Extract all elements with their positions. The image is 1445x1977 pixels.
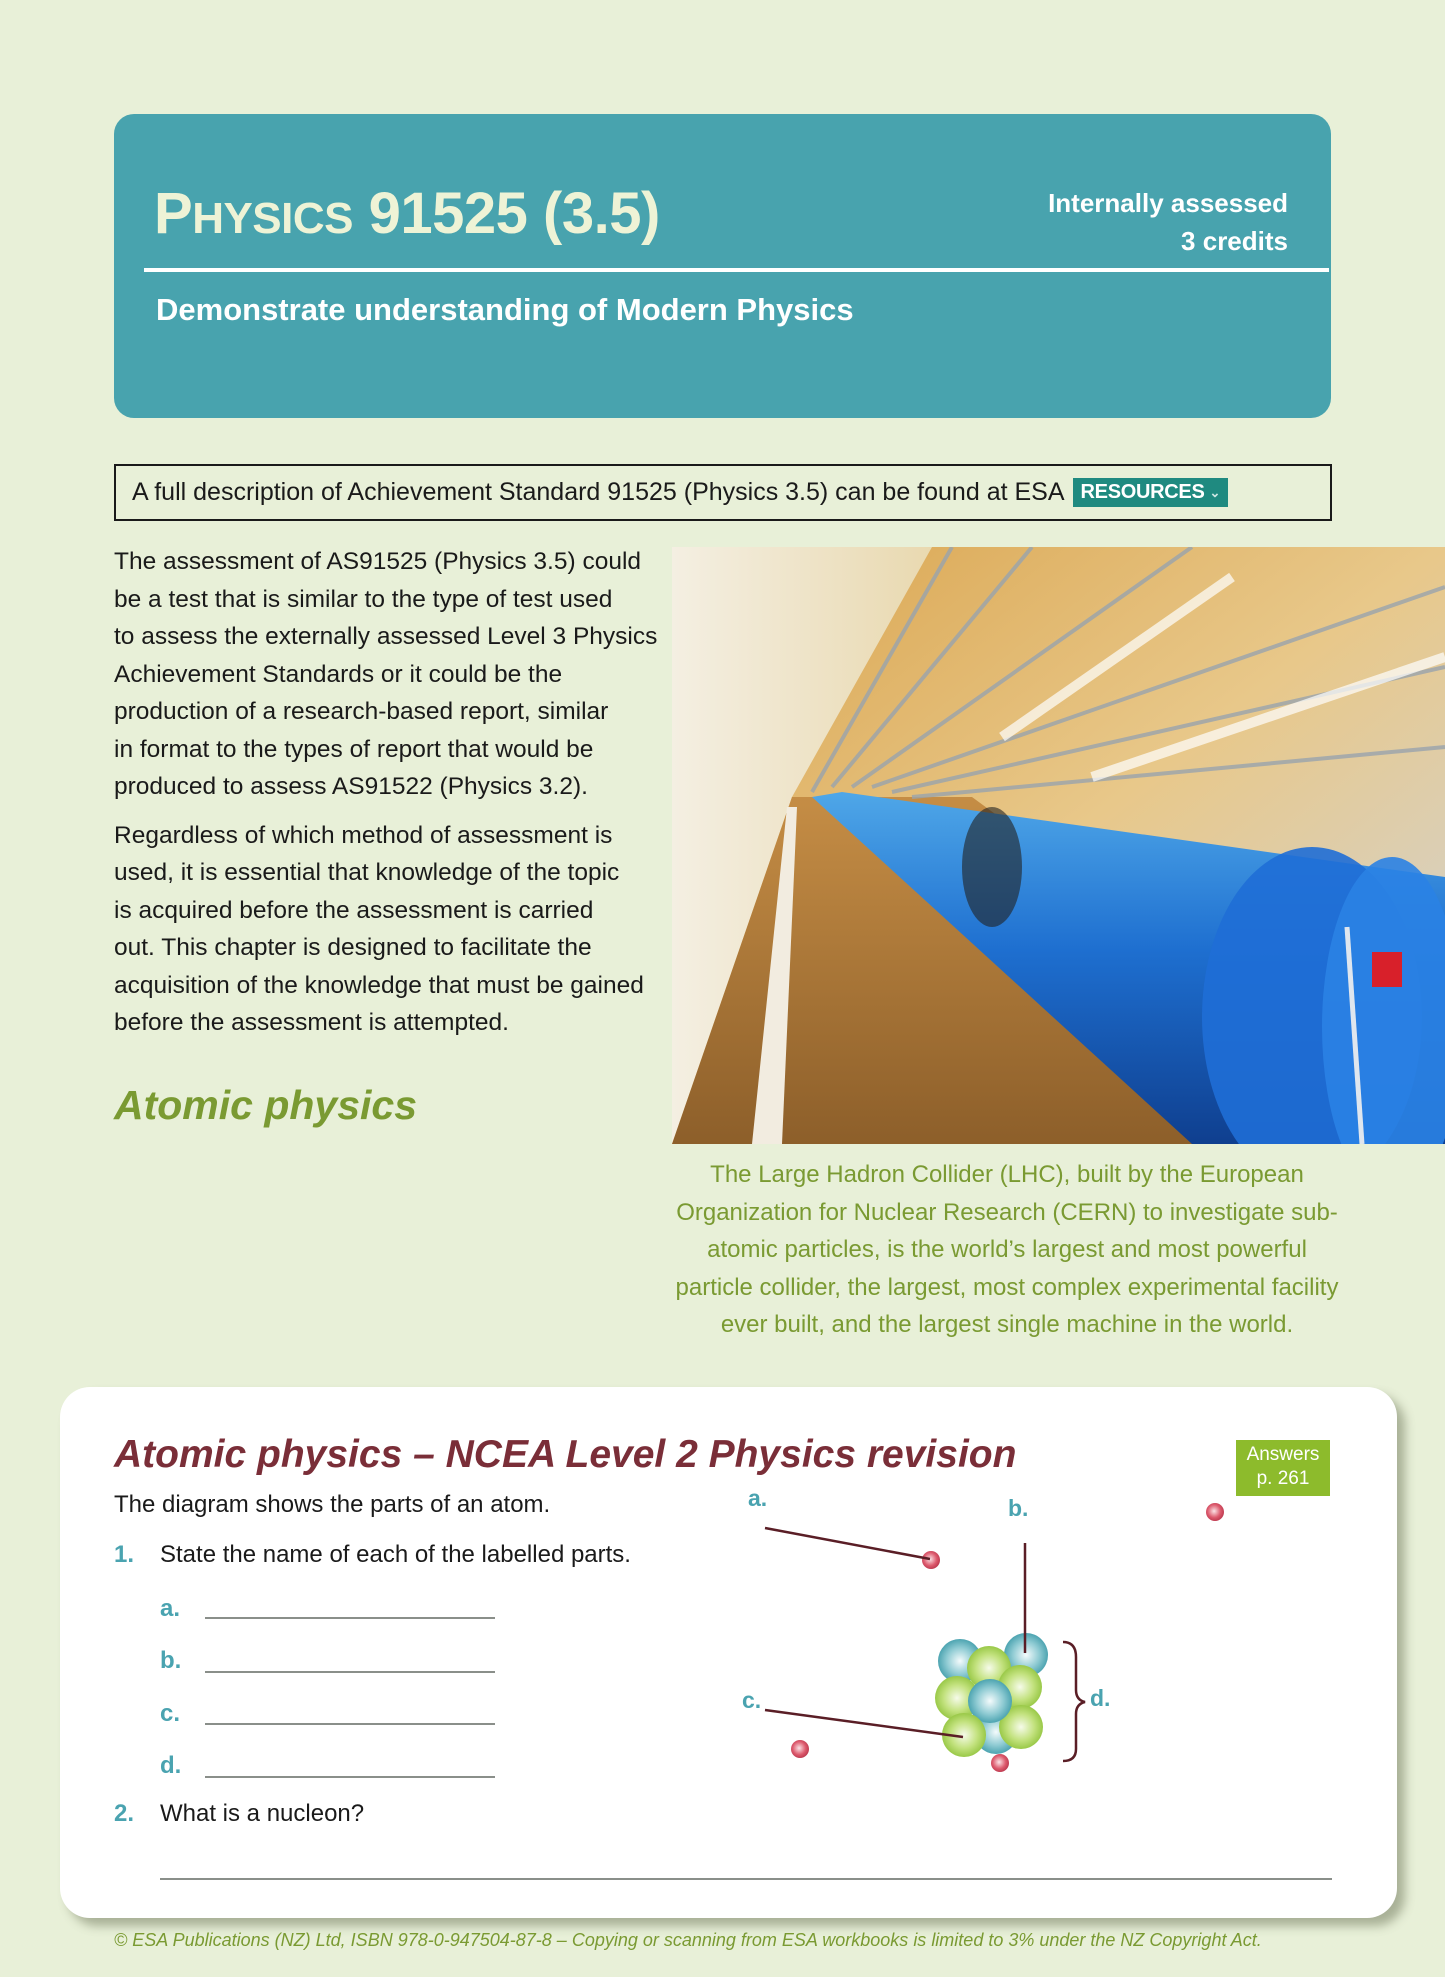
caption-line: ever built, and the largest single machine in the world.	[720, 1311, 1294, 1338]
section-heading: Atomic physics	[114, 1082, 418, 1128]
credits: 3 credits	[1181, 226, 1288, 256]
page-subtitle: Demonstrate understanding of Modern Physics	[156, 292, 854, 327]
page-title	[154, 180, 660, 247]
header-divider	[144, 268, 1329, 272]
answers-link[interactable]	[1236, 1440, 1330, 1496]
text-line: is acquired before the assessment is carried	[114, 896, 594, 924]
electron	[922, 1551, 940, 1569]
photo-caption	[672, 1156, 1342, 1344]
text-line: Regardless of which method of assessment is	[114, 821, 613, 849]
question-number: 1.	[114, 1541, 135, 1568]
text-line: out. This chapter is designed to facilitate the	[114, 934, 592, 961]
assessment-type: Internally assessed	[1048, 188, 1288, 218]
assessment-info	[1048, 184, 1288, 260]
paragraph	[114, 543, 658, 806]
part-label-a: a.	[160, 1595, 181, 1622]
resources-label: RESOURCES	[1080, 481, 1205, 503]
electron	[991, 1754, 1009, 1772]
answer-field-c[interactable]	[205, 1723, 495, 1725]
part-label-d: d.	[160, 1752, 182, 1779]
text-line: to assess the externally assessed Level 3 Physics	[114, 623, 658, 650]
caption-line: The Large Hadron Collider (LHC), built by the European	[710, 1161, 1304, 1188]
title-number: 91525 (3.5)	[353, 181, 660, 246]
diagram-label-b: b.	[1008, 1495, 1029, 1521]
electron	[791, 1740, 809, 1758]
intro-text	[114, 543, 658, 1053]
diagram-label-d: d.	[1090, 1685, 1111, 1711]
diagram-label-c: c.	[742, 1687, 762, 1713]
question-text: State the name of each of the labelled parts.	[160, 1541, 631, 1568]
electron	[1206, 1503, 1224, 1521]
copyright-footer: © ESA Publications (NZ) Ltd, ISBN 978-0-947504-87-8 – Copying or scanning from ESA workbooks is limited to 3% under the NZ Copyright Act.	[114, 1930, 1262, 1950]
text-line: in format to the types of report that would be	[114, 735, 594, 763]
text-line: used, it is essential that knowledge of the topic	[114, 859, 620, 886]
text-line: production of a research-based report, similar	[114, 698, 609, 725]
answer-field-nucleon[interactable]	[160, 1878, 1332, 1880]
question-text: What is a nucleon?	[160, 1800, 365, 1827]
lhc-tunnel-illustration	[672, 547, 1445, 1144]
resource-notice	[114, 464, 1332, 521]
revision-heading: Atomic physics – NCEA Level 2 Physics revision	[114, 1433, 1017, 1476]
text-line: be a test that is similar to the type of test used	[114, 585, 613, 613]
caption-line: atomic particles, is the world’s largest and most powerful	[707, 1236, 1307, 1263]
diagram-intro: The diagram shows the parts of an atom.	[114, 1491, 551, 1518]
question-number: 2.	[114, 1800, 135, 1827]
answer-field-b[interactable]	[205, 1671, 495, 1673]
chevron-down-icon: ⌄	[1209, 484, 1221, 500]
text-line: Achievement Standards or it could be the	[114, 660, 563, 688]
text-line: acquisition of the knowledge that must be gained	[114, 971, 644, 999]
text-line: produced to assess AS91522 (Physics 3.2).	[114, 773, 588, 800]
part-label-b: b.	[160, 1647, 182, 1674]
paragraph	[114, 817, 654, 1042]
answers-page: p. 261	[1256, 1468, 1310, 1489]
atom-diagram	[720, 1487, 1240, 1867]
title-smallcaps: HYSICS	[192, 194, 354, 243]
atom-illustration	[720, 1487, 1240, 1867]
lhc-photo	[672, 547, 1445, 1144]
diagram-label-a: a.	[748, 1485, 768, 1511]
answers-label: Answers	[1246, 1444, 1320, 1465]
caption-line: Organization for Nuclear Research (CERN) to investigate sub-	[676, 1198, 1338, 1226]
resource-notice-text: A full description of Achievement Standard 91525 (Physics 3.5) can be found at ESA	[132, 478, 1065, 506]
part-label-c: c.	[160, 1700, 181, 1727]
answer-field-d[interactable]	[205, 1776, 495, 1778]
revision-card	[60, 1387, 1397, 1918]
standard-header	[114, 114, 1331, 418]
answer-field-a[interactable]	[205, 1617, 495, 1619]
caption-line: particle collider, the largest, most complex experimental facility	[675, 1273, 1339, 1301]
resources-button[interactable]	[1073, 478, 1229, 507]
title-initial: P	[154, 181, 193, 246]
text-line: before the assessment is attempted.	[114, 1009, 509, 1036]
text-line: The assessment of AS91525 (Physics 3.5) could	[114, 548, 642, 575]
